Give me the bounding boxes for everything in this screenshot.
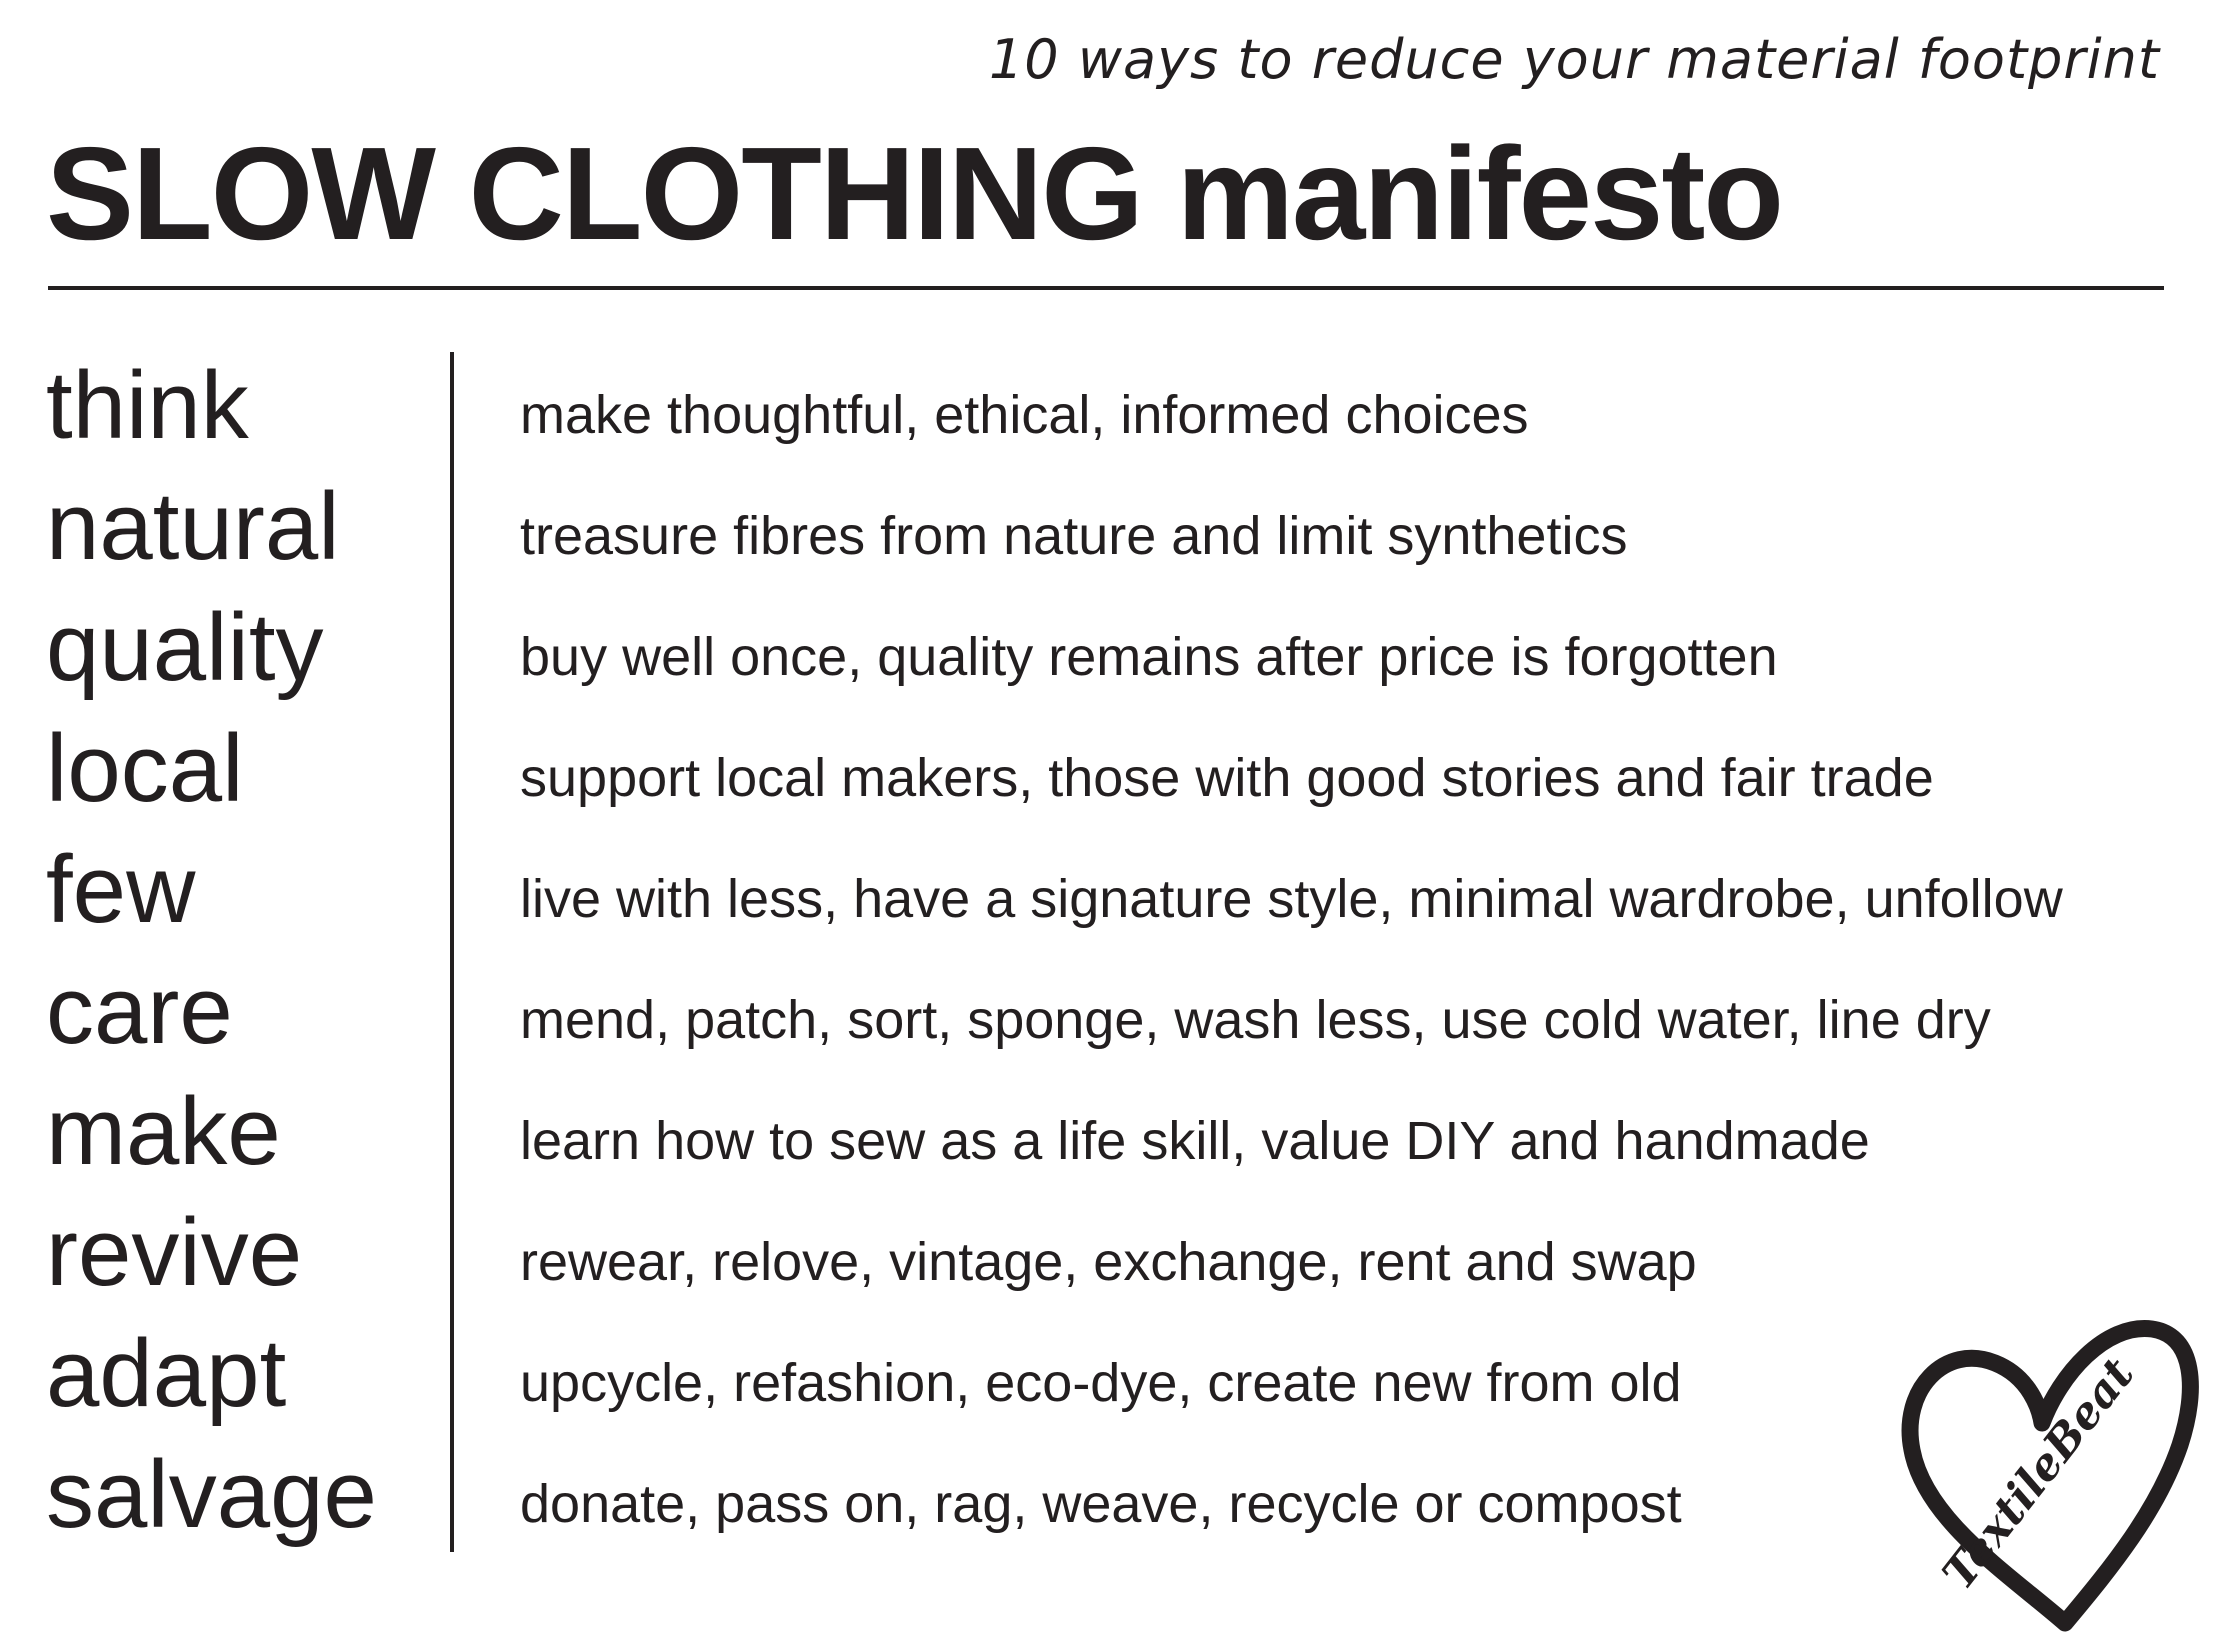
keyword-adapt: adapt — [46, 1320, 287, 1427]
heart-icon — [1890, 1305, 2200, 1635]
description-quality: buy well once, quality remains after price is forgotten — [520, 627, 1778, 687]
column-divider — [450, 352, 454, 1552]
title-rule — [48, 286, 2164, 290]
keyword-salvage: salvage — [46, 1441, 377, 1548]
description-care: mend, patch, sort, sponge, wash less, use cold water, line dry — [520, 990, 1991, 1050]
keyword-think: think — [46, 352, 249, 459]
textilebeat-logo — [1890, 1305, 2200, 1635]
description-natural: treasure fibres from nature and limit synthetics — [520, 506, 1628, 566]
description-adapt: upcycle, refashion, eco-dye, create new from old — [520, 1353, 1682, 1413]
keyword-local: local — [46, 715, 244, 822]
logo-text: TextileBeat — [1932, 1348, 2145, 1600]
page-title: SLOW CLOTHING manifesto — [46, 120, 1782, 267]
keyword-revive: revive — [46, 1199, 303, 1306]
keyword-natural: natural — [46, 473, 340, 580]
description-think: make thoughtful, ethical, informed choices — [520, 385, 1529, 445]
description-salvage: donate, pass on, rag, weave, recycle or compost — [520, 1474, 1682, 1534]
subtitle: 10 ways to reduce your material footprint — [988, 28, 2160, 91]
keyword-few: few — [46, 836, 196, 943]
keyword-make: make — [46, 1078, 281, 1185]
keyword-list — [46, 345, 446, 1555]
keyword-care: care — [46, 957, 233, 1064]
keyword-quality: quality — [46, 594, 324, 701]
description-revive: rewear, relove, vintage, exchange, rent and swap — [520, 1232, 1697, 1292]
description-few: live with less, have a signature style, minimal wardrobe, unfollow — [520, 869, 2063, 929]
description-make: learn how to sew as a life skill, value DIY and handmade — [520, 1111, 1870, 1171]
description-local: support local makers, those with good stories and fair trade — [520, 748, 1934, 808]
